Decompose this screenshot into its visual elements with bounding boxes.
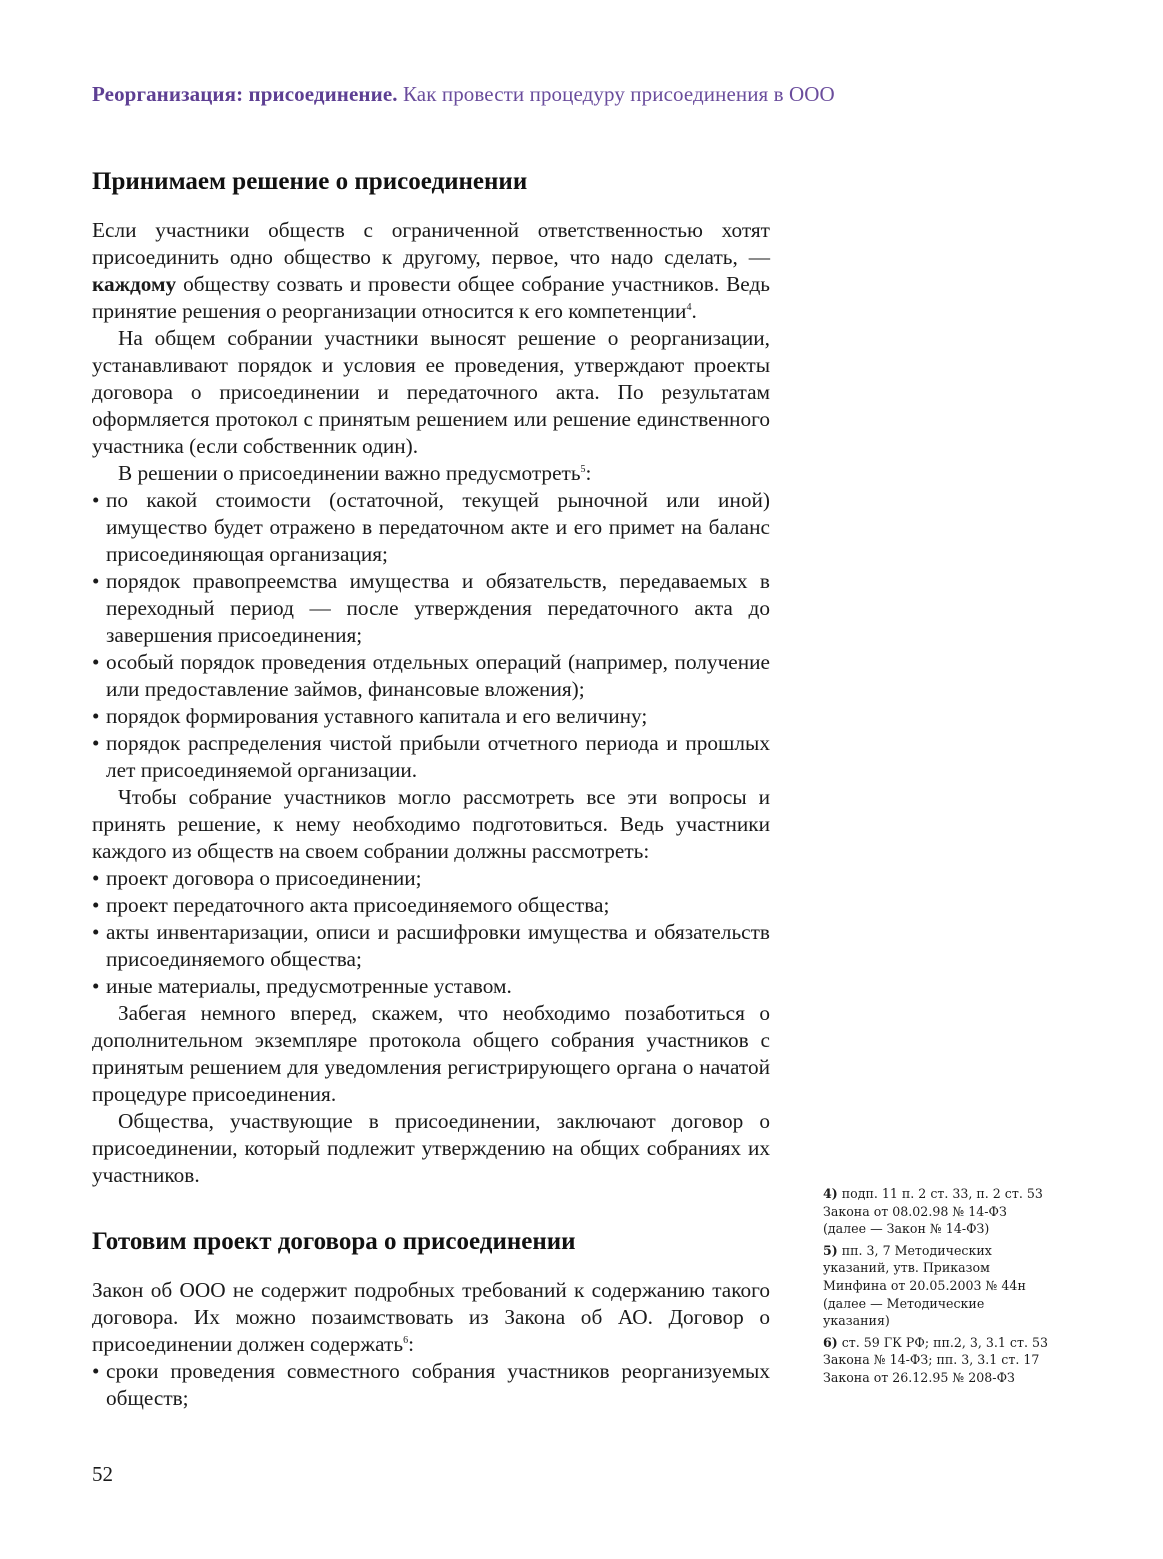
bullet-list xyxy=(92,865,770,1000)
footnote-ref[interactable]: 5 xyxy=(580,463,586,475)
list-item xyxy=(92,487,770,568)
text-run: Закон об ООО не содержит подробных требований к содержанию такого договора. Их можно позаимствовать из Закона об АО. Договор о присоединении должен содержать xyxy=(92,1278,770,1356)
footnote-text: пп. 3, 7 Методических указаний, утв. Приказом Минфина от 20.05.2003 № 44н (далее — Методические указания) xyxy=(823,1242,1026,1329)
section-title: Принимаем решение о присоединении xyxy=(92,168,528,195)
bullet-icon: • xyxy=(92,920,100,944)
footnote xyxy=(823,1185,1053,1238)
running-head xyxy=(92,82,992,107)
paragraph xyxy=(92,460,770,487)
footnote-text: ст. 59 ГК РФ; пп.2, 3, 3.1 ст. 53 Закона № 14-ФЗ; пп. 3, 3.1 ст. 17 Закона от 26.12.95 № 208-ФЗ xyxy=(823,1334,1048,1385)
running-head-section: Реорганизация: присоединение. xyxy=(92,82,398,106)
bullet-icon: • xyxy=(92,569,100,593)
list-item xyxy=(92,1358,770,1412)
list-item xyxy=(92,919,770,973)
paragraph xyxy=(92,1277,770,1358)
list-item-text: иные материалы, предусмотренные уставом. xyxy=(106,974,512,998)
list-item-text: особый порядок проведения отдельных операций (например, получение или предоставление займов, финансовые вложения); xyxy=(106,650,770,701)
bullet-icon: • xyxy=(92,974,100,998)
footnote-number: 5) xyxy=(823,1242,838,1258)
page-number: 52 xyxy=(92,1462,113,1486)
paragraph: Забегая немного вперед, скажем, что необходимо позаботиться о дополнительном экземпляре протокола общего собрания участников с принятым решением для уведомления регистрирующего органа о начатой процедуре присоединения. xyxy=(92,1001,770,1106)
paragraph: На общем собрании участники выносят решение о реорганизации, устанавливают порядок и условия ее проведения, утверждают проекты договора о присоединении и передаточного акта. По результатам оформляется протокол с принятым решением или решение единственного участника (если собственник один). xyxy=(92,326,770,458)
list-item-text: по какой стоимости (остаточной, текущей рыночной или иной) имущество будет отражено в передаточном акте и его примет на баланс присоединяющая организация; xyxy=(106,488,770,566)
list-item-text: порядок формирования уставного капитала и его величину; xyxy=(106,704,648,728)
paragraph xyxy=(92,217,770,325)
paragraph: Чтобы собрание участников могло рассмотреть все эти вопросы и принять решение, к нему необходимо подготовиться. Ведь участники каждого из обществ на своем собрании должны рассмотреть: xyxy=(92,785,770,863)
list-item xyxy=(92,649,770,703)
bullet-icon: • xyxy=(92,866,100,890)
footnote-number: 6) xyxy=(823,1334,838,1350)
bullet-icon: • xyxy=(92,731,100,755)
list-item-text: проект передаточного акта присоединяемого общества; xyxy=(106,893,610,917)
bullet-list xyxy=(92,1358,770,1412)
bullet-icon: • xyxy=(92,704,100,728)
text-run: : xyxy=(585,461,592,485)
list-item-text: проект договора о присоединении; xyxy=(106,866,422,890)
list-item xyxy=(92,892,770,919)
footnote-ref[interactable]: 6 xyxy=(403,1334,409,1346)
list-item-text: порядок распределения чистой прибыли отчетного периода и прошлых лет присоединяемой организации. xyxy=(106,731,770,782)
text-run: Если участники обществ с ограниченной ответственностью хотят присоединить одно общество к другому, первое, что надо сделать, — xyxy=(92,218,770,269)
section-2 xyxy=(92,1225,770,1412)
bullet-icon: • xyxy=(92,650,100,674)
footnote-number: 4) xyxy=(823,1186,838,1201)
list-item-text: порядок правопреемства имущества и обязательств, передаваемых в переходный период — после утверждения передаточного акта до завершения присоединения; xyxy=(106,569,770,647)
main-column xyxy=(92,165,770,1412)
footnote-text: подп. 11 п. 2 ст. 33, п. 2 ст. 53 Закона от 08.02.98 № 14-ФЗ (далее — Закон № 14-ФЗ) xyxy=(823,1186,1043,1237)
section-title: Готовим проект договора о присоединении xyxy=(92,1228,576,1255)
bullet-icon: • xyxy=(92,488,100,512)
list-item xyxy=(92,865,770,892)
text-run: : xyxy=(408,1332,414,1356)
emphasis-text: каждому xyxy=(92,272,177,296)
text-run: . xyxy=(691,299,697,323)
running-head-subtitle: Как провести процедуру присоединения в ООО xyxy=(402,82,835,106)
footnote xyxy=(823,1334,1053,1387)
list-item xyxy=(92,568,770,649)
footnote xyxy=(823,1242,1053,1330)
list-item-text: сроки проведения совместного собрания участников реорганизуемых обществ; xyxy=(106,1359,770,1410)
paragraph: Общества, участвующие в присоединении, заключают договор о присоединении, который подлежит утверждению на общих собраниях их участников. xyxy=(92,1109,770,1187)
list-item xyxy=(92,730,770,784)
footnotes xyxy=(823,1185,1053,1391)
text-run: обществу созвать и провести общее собрание участников. Ведь принятие решения о реорганизации относится к его компетенции xyxy=(92,272,770,323)
bullet-list xyxy=(92,487,770,784)
bullet-icon: • xyxy=(92,893,100,917)
list-item xyxy=(92,703,770,730)
list-item xyxy=(92,973,770,1000)
footnote-ref[interactable]: 4 xyxy=(686,301,692,313)
list-item-text: акты инвентаризации, описи и расшифровки имущества и обязательств присоединяемого общества; xyxy=(106,920,770,971)
bullet-icon: • xyxy=(92,1359,100,1383)
text-run: В решении о присоединении важно предусмотреть xyxy=(118,461,581,485)
